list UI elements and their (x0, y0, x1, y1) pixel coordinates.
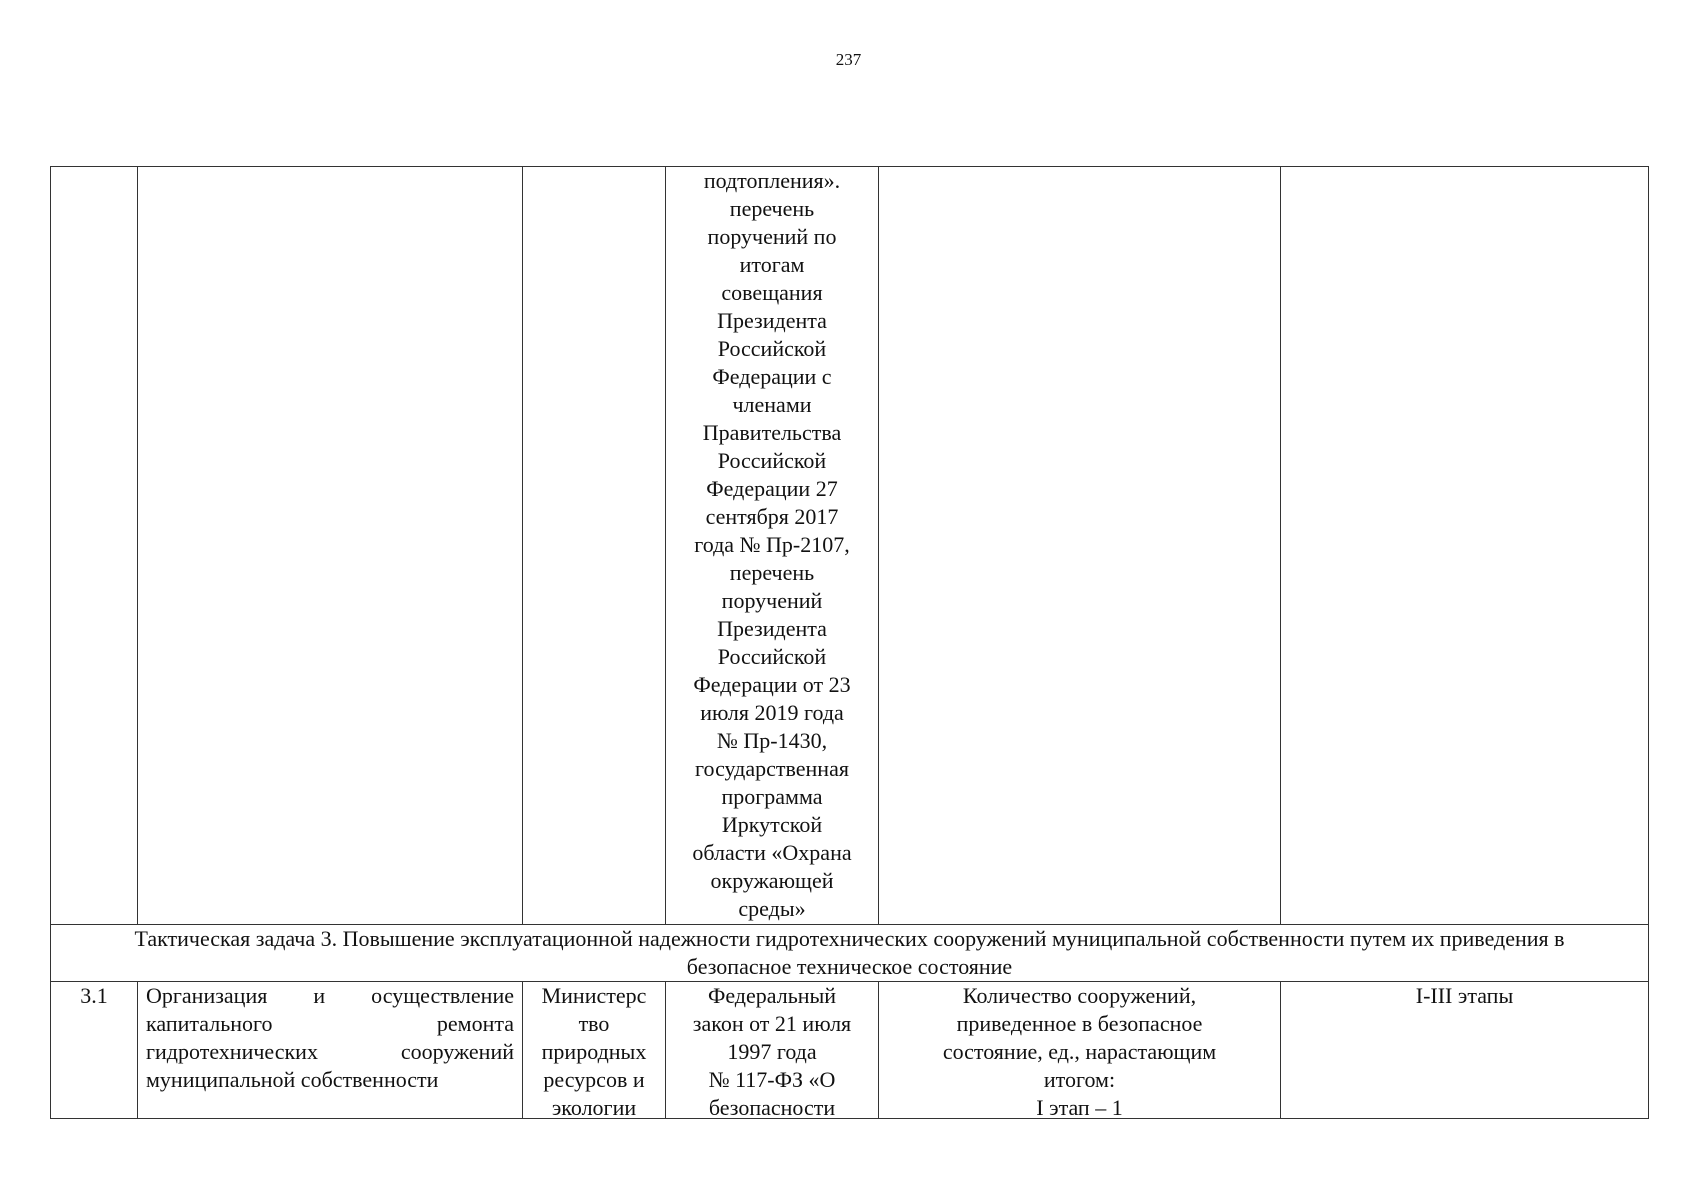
legal-basis-line: государственная (695, 756, 849, 781)
legal-basis-line: Федерации от 23 (693, 672, 851, 697)
legal-basis-line: безопасности (708, 1095, 836, 1118)
cell-executor-empty (523, 167, 666, 925)
executor-line: ресурсов и (543, 1067, 645, 1092)
cell-legal-basis-continuation (666, 167, 879, 925)
executor-line: экологии (551, 1095, 637, 1118)
row-number (51, 982, 138, 1119)
program-table (50, 166, 1649, 1119)
legal-basis-line: Федерации с (712, 364, 832, 389)
legal-basis-line: окружающей (710, 868, 834, 893)
legal-basis-line: подтопления». (703, 168, 841, 193)
legal-basis-line: поручений (721, 588, 823, 613)
tactical-task-row (51, 925, 1649, 982)
legal-basis-line: совещания (721, 280, 823, 305)
legal-basis-line: области «Охрана (692, 840, 852, 865)
legal-basis-line: программа (721, 784, 823, 809)
executor-line: тво (578, 1011, 610, 1036)
indicator-cell (879, 982, 1281, 1119)
legal-basis-line: Федерации 27 (706, 476, 838, 501)
cell-activity-empty (138, 167, 523, 925)
stages-cell (1281, 982, 1649, 1119)
legal-basis-line: Российской (717, 336, 827, 361)
legal-basis-line: итогам (739, 252, 805, 277)
indicator-line: итогом: (1043, 1067, 1116, 1092)
executor-line: природных (541, 1039, 647, 1064)
cell-stages-empty (1281, 167, 1649, 925)
executor-line: Министерс (541, 983, 647, 1008)
legal-basis-line: Российской (717, 644, 827, 669)
legal-basis-line: Правительства (702, 420, 842, 445)
page-number: 237 (835, 50, 862, 69)
legal-basis-line: среды» (738, 896, 806, 921)
legal-basis-line: перечень (729, 196, 815, 221)
legal-basis-line: Федеральный (707, 983, 837, 1008)
legal-basis-line: № 117-ФЗ «О (708, 1067, 836, 1092)
tactical-task-header: Тактическая задача 3. Повышение эксплуатационной надежности гидротехнических сооружений муниципальной собственности путем их приведения в безопасное техническое состояние (51, 925, 1649, 982)
executor-cell (523, 982, 666, 1119)
legal-basis-line: закон от 21 июля (692, 1011, 852, 1036)
legal-basis-line: членами (732, 392, 812, 417)
legal-basis-line: года № Пр-2107, (694, 532, 850, 557)
activity-text: Организация и осуществление капитального ремонта гидротехнических сооружений муниципальной собственности (146, 983, 514, 1092)
activity-cell (138, 982, 523, 1119)
legal-basis-line: сентября 2017 (705, 504, 839, 529)
indicator-line: Количество сооружений, (962, 983, 1197, 1008)
indicator-line: I этап – 1 (1036, 1095, 1123, 1118)
legal-basis-line: поручений по (707, 224, 837, 249)
indicator-line: состояние, ед., нарастающим (942, 1039, 1217, 1064)
legal-basis-line: Иркутской (721, 812, 823, 837)
row-number-text: 3.1 (80, 983, 108, 1008)
legal-basis-line: Президента (717, 308, 827, 333)
legal-basis-line: № Пр-1430, (716, 728, 828, 753)
stages-text: I-III этапы (1415, 983, 1514, 1008)
legal-basis-line: Президента (717, 616, 827, 641)
legal-basis-line: 1997 года (727, 1039, 817, 1064)
indicator-line: приведенное в безопасное (956, 1011, 1203, 1036)
cell-indicator-empty (879, 167, 1281, 925)
continuation-row (51, 167, 1649, 925)
table-row (51, 982, 1649, 1119)
legal-basis-line: июля 2019 года (700, 700, 844, 725)
legal-basis-line: Российской (717, 448, 827, 473)
legal-basis-line: перечень (729, 560, 815, 585)
cell-number-empty (51, 167, 138, 925)
legal-basis-cell (666, 982, 879, 1119)
